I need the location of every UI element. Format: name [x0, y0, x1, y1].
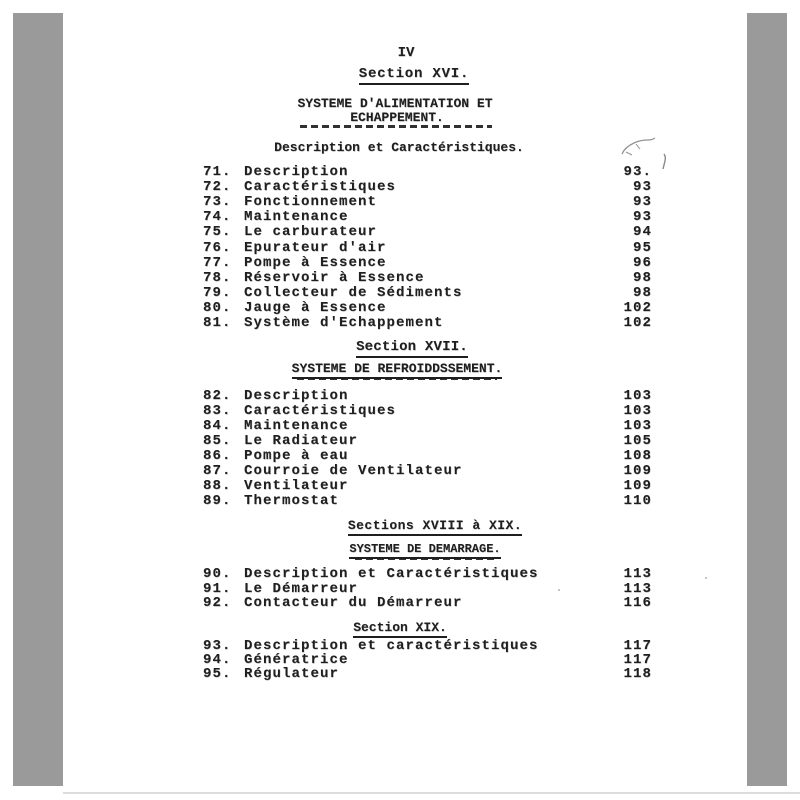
- toc-item-number: 73.: [203, 194, 232, 211]
- toc-row: [203, 179, 652, 195]
- toc-row: [203, 493, 652, 509]
- toc-item-page: 113: [623, 566, 652, 582]
- toc-item-page: 96: [632, 254, 652, 271]
- toc-item-page: 108: [623, 448, 652, 465]
- toc-item-title: Caractéristiques: [244, 403, 397, 420]
- toc-item-title: Courroie de Ventilateur: [244, 463, 463, 480]
- section-heading-text: Section XVI.: [359, 66, 469, 85]
- toc-item-page: 117: [623, 652, 652, 668]
- toc-item-title: Ventilateur: [244, 478, 349, 495]
- toc-item-page: 113: [623, 580, 652, 597]
- dashed-underline: [355, 557, 495, 560]
- toc-item-title: Régulateur: [244, 666, 340, 682]
- toc-row: [203, 433, 652, 449]
- toc-item-page: 98: [632, 269, 652, 286]
- toc-item-title: Description et caractéristiques: [244, 638, 539, 654]
- scan-speck: [705, 577, 707, 579]
- toc-item-title: Contacteur du Démarreur: [244, 595, 463, 611]
- toc-row: [203, 240, 652, 256]
- pencil-smudge-mark: [612, 128, 682, 178]
- toc-item-number: 94.: [203, 652, 232, 668]
- toc-item-page: 102: [623, 315, 652, 331]
- toc-item-title: Le Radiateur: [244, 433, 359, 450]
- toc-item-title: Description: [244, 164, 349, 180]
- toc-item-number: 90.: [203, 566, 232, 582]
- section-title-line-text: ECHAPPEMENT.: [350, 110, 444, 125]
- toc-row: [203, 270, 652, 286]
- toc-item-number: 79.: [203, 284, 232, 301]
- toc-row: [203, 418, 652, 434]
- dashed-underline: [300, 125, 492, 128]
- dashed-underline: [297, 377, 497, 380]
- toc-row: [203, 403, 652, 419]
- toc-row: [203, 300, 652, 316]
- toc-item-page: 109: [623, 478, 652, 495]
- toc-item-number: 87.: [203, 463, 232, 480]
- toc-item-number: 93.: [203, 638, 232, 654]
- toc-item-number: 86.: [203, 448, 232, 465]
- toc-item-page: 109: [623, 463, 652, 480]
- toc-item-page: 102: [623, 299, 652, 316]
- toc-row: [203, 666, 652, 682]
- toc-item-page: 93: [632, 209, 652, 226]
- toc-row: [203, 315, 652, 331]
- section-title-line-text: SYSTEME DE REFROIDDSSEMENT.: [292, 361, 503, 379]
- toc-item-title: Epurateur d'air: [244, 239, 387, 256]
- toc-item-page: 98: [632, 284, 652, 301]
- toc-item-number: 75.: [203, 224, 232, 241]
- toc-item-title: Maintenance: [244, 418, 349, 435]
- left-gray-margin-bar: [13, 13, 63, 786]
- toc-item-number: 83.: [203, 403, 232, 420]
- toc-item-page: 118: [623, 666, 652, 682]
- section-heading: [0, 620, 800, 635]
- page-folio-text: IV: [397, 45, 415, 61]
- toc-item-page: 103: [623, 403, 652, 420]
- toc-row: [203, 595, 652, 611]
- toc-item-number: 84.: [203, 418, 232, 435]
- scan-bottom-edge-line: [63, 792, 800, 794]
- toc-item-title: Génératrice: [244, 652, 349, 668]
- section-heading: [14, 66, 800, 82]
- toc-item-title: Caractéristiques: [244, 179, 397, 196]
- section-heading-text: Sections XVIII à XIX.: [348, 518, 522, 536]
- section-subheading-text: Description et Caractéristiques.: [274, 140, 524, 155]
- section-heading-text: Section XVII.: [356, 339, 468, 358]
- section-title-line: [25, 542, 800, 556]
- toc-item-number: 88.: [203, 478, 232, 495]
- toc-item-title: Pompe à eau: [244, 448, 349, 465]
- toc-row: [203, 388, 652, 404]
- toc-item-number: 74.: [203, 209, 232, 226]
- toc-row: [203, 209, 652, 225]
- toc-row: [203, 224, 652, 240]
- toc-item-number: 91.: [203, 580, 232, 597]
- toc-item-title: Description et Caractéristiques: [244, 566, 539, 582]
- toc-item-number: 72.: [203, 179, 232, 196]
- toc-item-page: 94: [632, 224, 652, 241]
- toc-row: [203, 194, 652, 210]
- toc-item-title: Le Démarreur: [244, 580, 359, 597]
- section-heading: [35, 518, 800, 533]
- section-title-line-text: SYSTEME D'ALIMENTATION ET: [297, 96, 493, 111]
- toc-item-number: 89.: [203, 493, 232, 510]
- toc-item-page: 103: [623, 418, 652, 435]
- toc-row: [203, 285, 652, 301]
- toc-item-page: 93: [632, 179, 652, 196]
- toc-item-number: 85.: [203, 433, 232, 450]
- toc-item-page: 103: [623, 388, 652, 404]
- right-gray-margin-bar: [747, 13, 787, 786]
- toc-item-title: Maintenance: [244, 209, 349, 226]
- toc-item-number: 95.: [203, 666, 232, 682]
- toc-item-number: 82.: [203, 388, 232, 404]
- toc-item-number: 71.: [203, 164, 232, 180]
- section-title-line: [0, 96, 795, 111]
- toc-item-title: Système d'Echappement: [244, 315, 444, 331]
- toc-item-title: Fonctionnement: [244, 194, 378, 211]
- toc-item-number: 76.: [203, 239, 232, 256]
- toc-item-title: Pompe à Essence: [244, 254, 387, 271]
- toc-row: [203, 463, 652, 479]
- toc-item-title: Description: [244, 388, 349, 404]
- section-title-line: [0, 361, 797, 376]
- toc-item-page: 95: [632, 239, 652, 256]
- page-folio: [6, 45, 800, 61]
- toc-item-title: Jauge à Essence: [244, 299, 387, 316]
- toc-item-number: 78.: [203, 269, 232, 286]
- toc-item-number: 77.: [203, 254, 232, 271]
- toc-item-number: 81.: [203, 315, 232, 331]
- toc-item-page: 110: [623, 493, 652, 510]
- section-title-line: [0, 110, 797, 125]
- toc-item-page: 93.: [623, 164, 652, 180]
- scan-speck: [558, 589, 560, 591]
- toc-row: [203, 478, 652, 494]
- toc-item-title: Réservoir à Essence: [244, 269, 425, 286]
- section-heading-text: Section XIX.: [353, 620, 447, 638]
- toc-item-page: 105: [623, 433, 652, 450]
- section-title-line-text: SYSTEME DE DEMARRAGE.: [349, 542, 500, 559]
- toc-item-page: 93: [632, 194, 652, 211]
- toc-item-number: 80.: [203, 299, 232, 316]
- toc-item-page: 117: [623, 638, 652, 654]
- toc-item-page: 116: [623, 595, 652, 611]
- toc-item-title: Le carburateur: [244, 224, 378, 241]
- toc-item-title: Collecteur de Sédiments: [244, 284, 463, 301]
- toc-item-title: Thermostat: [244, 493, 340, 510]
- toc-row: [203, 255, 652, 271]
- toc-row: [203, 448, 652, 464]
- toc-row: [203, 164, 652, 180]
- section-heading: [12, 339, 800, 355]
- toc-item-number: 92.: [203, 595, 232, 611]
